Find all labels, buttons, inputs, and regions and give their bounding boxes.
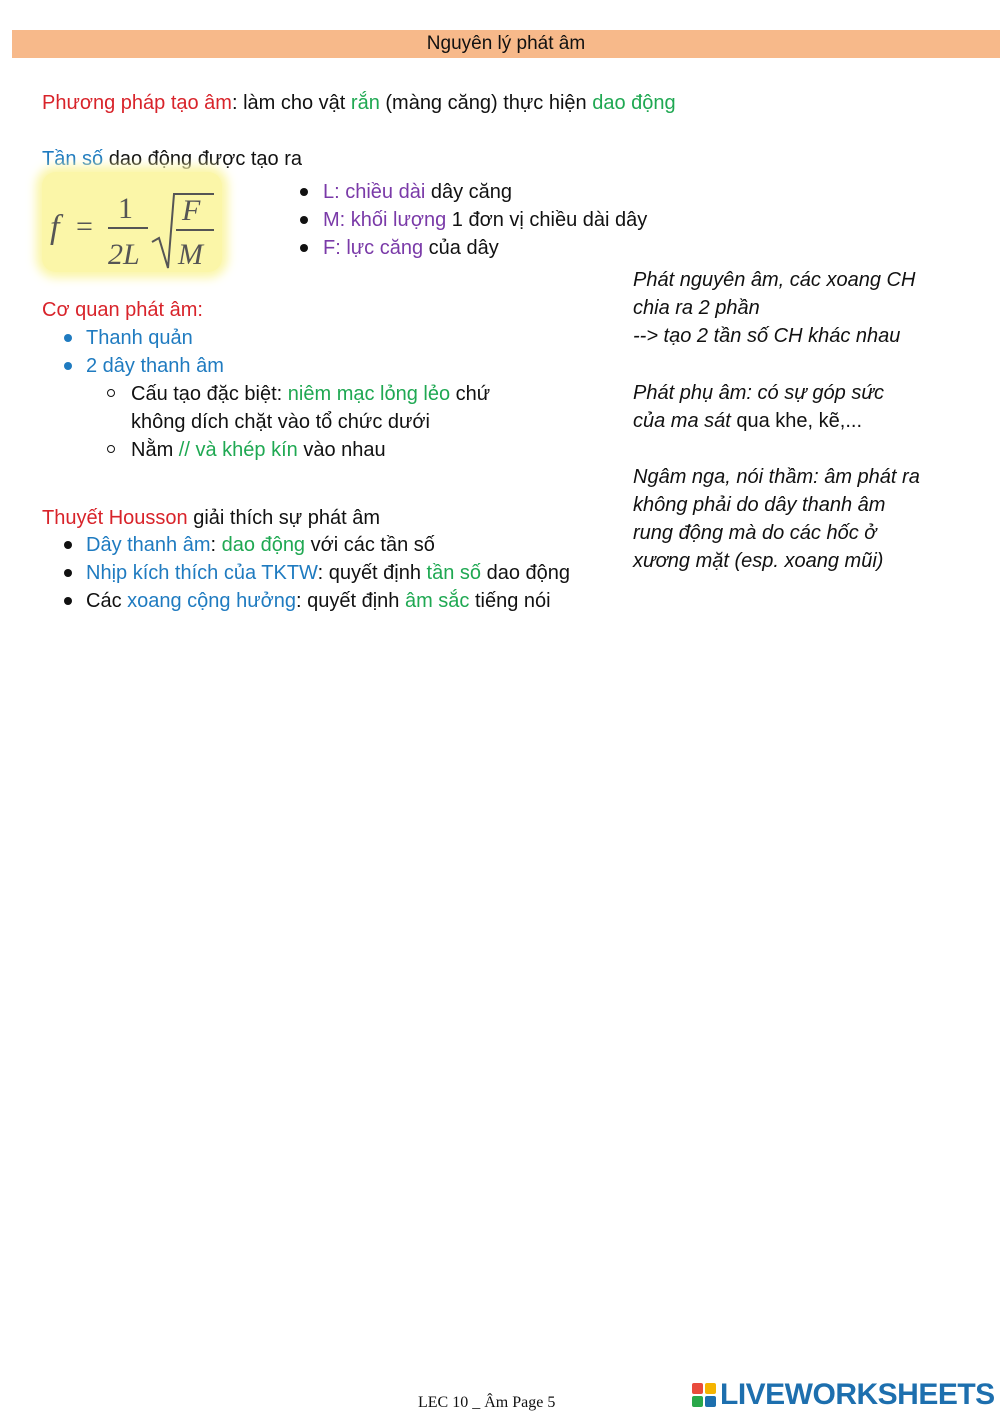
- b2-green: tần số: [426, 562, 482, 584]
- bullet-dot: [300, 244, 308, 252]
- organ-sub-2: [131, 436, 386, 464]
- b3-green: âm sắc: [404, 590, 470, 612]
- note-3-line-2: không phải do dây thanh âm: [633, 494, 886, 516]
- frequency-text: dao động được tạo ra: [103, 148, 303, 170]
- var-desc: của dây: [423, 237, 499, 259]
- note-1-line-2: chia ra 2 phần: [633, 297, 760, 319]
- method-label: Phương pháp tạo âm: [42, 92, 232, 114]
- sub1-green: niêm mạc lỏng lẻo: [287, 383, 451, 405]
- bullet-dot: [64, 541, 72, 549]
- sub2-pre: Nằm: [131, 439, 179, 461]
- bullet-dot: [300, 188, 308, 196]
- formula-F: F: [182, 194, 201, 227]
- theory-label: Thuyết Housson: [42, 507, 188, 529]
- b3-pre: Các: [86, 590, 128, 612]
- b3-mid: : quyết định: [295, 590, 405, 612]
- var-desc: 1 đơn vị chiều dài dây: [446, 209, 648, 231]
- theory-text: giải thích sự phát âm: [187, 507, 381, 529]
- note-1-line-1: Phát nguyên âm, các xoang CH: [633, 269, 916, 291]
- theory-item-1: [86, 531, 435, 559]
- frequency-formula: [42, 172, 222, 272]
- method-text-2: (màng căng) thực hiện: [379, 92, 593, 114]
- note-3-line-1: Ngâm nga, nói thầm: âm phát ra: [633, 466, 920, 488]
- formula-graphic: [42, 172, 222, 272]
- method-solid: rắn: [350, 92, 380, 114]
- frequency-line: [42, 145, 302, 173]
- var-desc: dây căng: [425, 181, 513, 203]
- sub1-post: chứ: [450, 383, 491, 405]
- var-item-l: [323, 178, 512, 206]
- note-1-line-3: --> tạo 2 tần số CH khác nhau: [633, 325, 901, 347]
- b1-green: dao động: [221, 534, 306, 556]
- var-key: M: khối lượng: [323, 209, 447, 231]
- var-key: L: chiều dài: [323, 181, 426, 203]
- b2-mid: : quyết định: [317, 562, 427, 584]
- organ-sub-1: [131, 380, 490, 408]
- b3-post: tiếng nói: [469, 590, 551, 612]
- note-2-rest: qua khe, kẽ,...: [730, 410, 863, 432]
- theory-item-2: [86, 559, 570, 587]
- method-text-1: : làm cho vật: [231, 92, 351, 114]
- organ-item-larynx: Thanh quản: [86, 327, 193, 349]
- method-line: [42, 89, 676, 117]
- b2-blue: Nhịp kích thích của TKTW: [86, 562, 318, 584]
- b1-post: với các tần số: [305, 534, 435, 556]
- logo-text: LIVEWORKSHEETS: [720, 1378, 995, 1411]
- liveworksheets-logo[interactable]: [692, 1378, 995, 1412]
- sub2-post: vào nhau: [297, 439, 386, 461]
- frequency-label: Tần số: [42, 148, 104, 170]
- bullet-dot: [64, 362, 72, 370]
- bullet-dot: [300, 216, 308, 224]
- b2-post: dao động: [481, 562, 571, 584]
- page-title: Nguyên lý phát âm: [12, 30, 1000, 58]
- note-3-line-3: rung động mà do các hốc ở: [633, 522, 877, 544]
- formula-den: 2L: [108, 238, 140, 271]
- note-2-line-2: [633, 407, 862, 435]
- organ-item-vocal-cords: 2 dây thanh âm: [86, 355, 224, 377]
- method-vibrate: dao động: [592, 92, 676, 114]
- formula-eq: =: [76, 210, 93, 243]
- bullet-dot: [64, 597, 72, 605]
- note-3-line-4: xương mặt (esp. xoang mũi): [633, 550, 884, 572]
- formula-M: M: [178, 238, 203, 271]
- theory-item-3: [86, 587, 551, 615]
- formula-f: f: [50, 209, 60, 246]
- bullet-dot: [64, 334, 72, 342]
- formula-num: 1: [118, 192, 133, 225]
- bullet-ring: [107, 445, 115, 453]
- var-key: F: lực căng: [323, 237, 424, 259]
- bullet-ring: [107, 389, 115, 397]
- theory-line: [42, 504, 380, 532]
- var-item-f: [323, 234, 499, 262]
- logo-grid-icon: [692, 1383, 716, 1407]
- sub2-green: // và khép kín: [178, 439, 298, 461]
- b1-blue: Dây thanh âm: [86, 534, 211, 556]
- var-item-m: [323, 206, 647, 234]
- b1-mid: :: [210, 534, 222, 556]
- b3-blue: xoang cộng hưởng: [127, 590, 296, 612]
- note-2-line-1: Phát phụ âm: có sự góp sức: [633, 382, 885, 404]
- organ-label: Cơ quan phát âm:: [42, 299, 203, 321]
- sub1-pre: Cấu tạo đặc biệt:: [131, 383, 288, 405]
- organ-sub-1-cont: không dích chặt vào tổ chức dưới: [131, 411, 430, 433]
- note-2-italic: của ma sát: [633, 410, 731, 432]
- page-footer: LEC 10 _ Âm Page 5: [418, 1394, 556, 1411]
- bullet-dot: [64, 569, 72, 577]
